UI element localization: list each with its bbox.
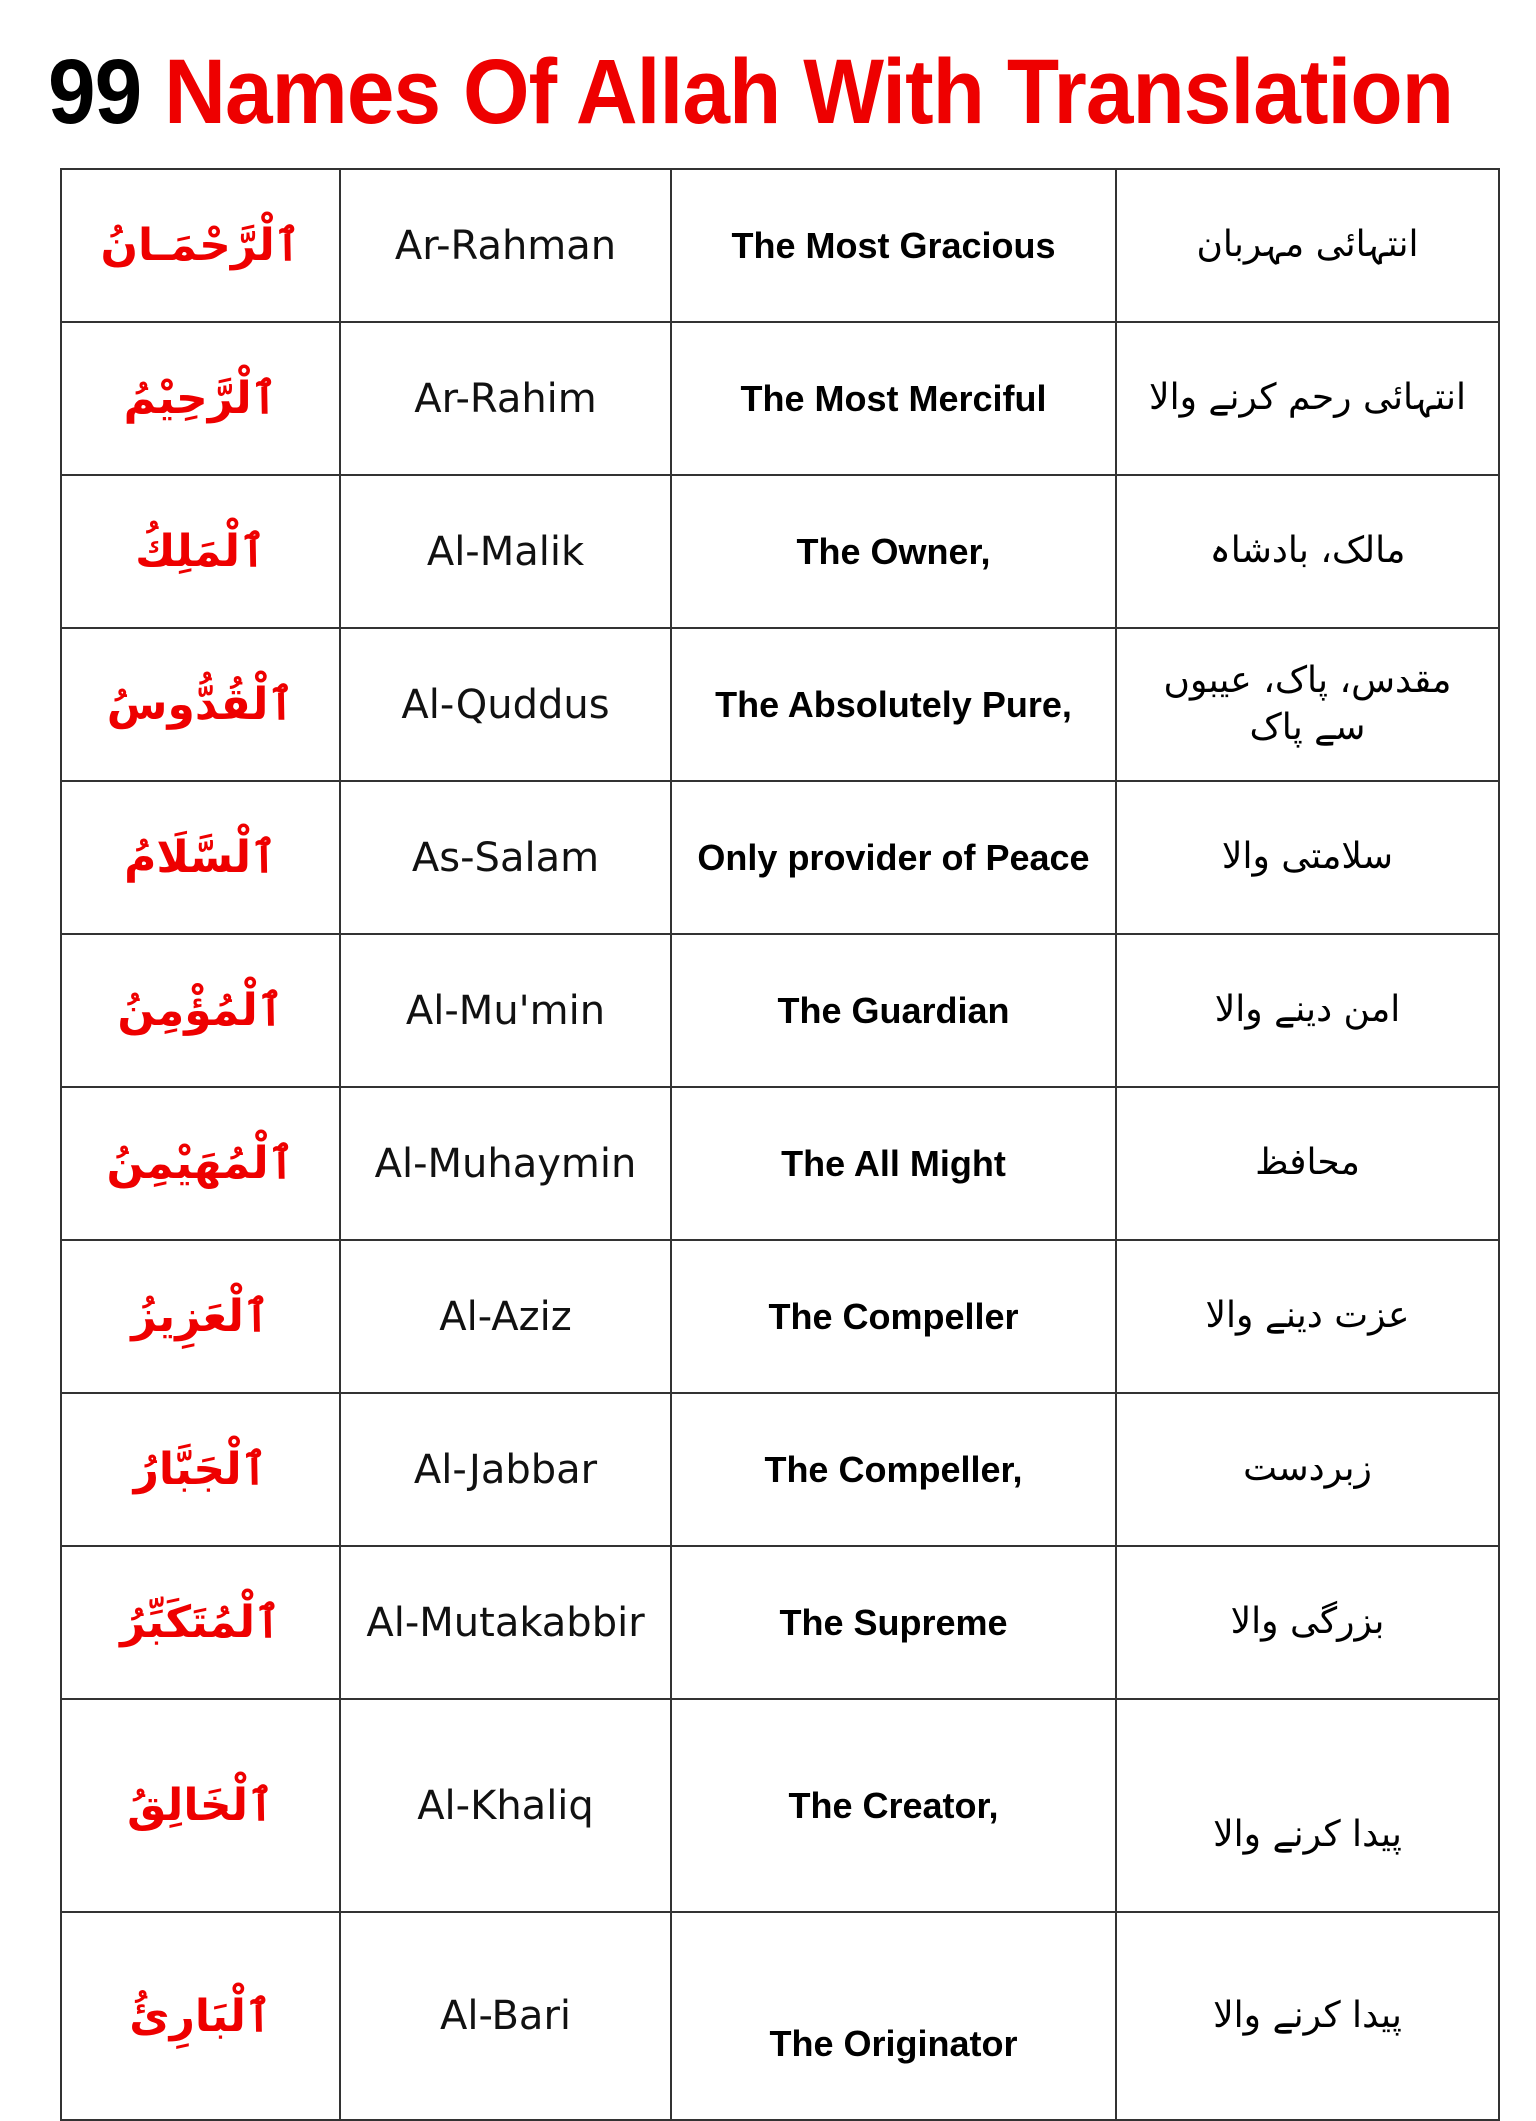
title-number: 99 <box>48 41 142 143</box>
english-meaning: The All Might <box>671 1087 1116 1240</box>
urdu-meaning: عزت دینے والا <box>1116 1240 1499 1393</box>
arabic-name: ٱلْخَالِقُ <box>61 1699 340 1912</box>
urdu-meaning: امن دینے والا <box>1116 934 1499 1087</box>
transliteration: Al-Quddus <box>340 628 671 781</box>
arabic-name: ٱلْمَلِكُ <box>61 475 340 628</box>
transliteration: Al-Mutakabbir <box>340 1546 671 1699</box>
transliteration: Al-Aziz <box>340 1240 671 1393</box>
arabic-name: ٱلْمُهَيْمِنُ <box>61 1087 340 1240</box>
table-row <box>61 1699 1499 1912</box>
urdu-meaning: مقدس، پاک، عیبوں سے پاک <box>1116 628 1499 781</box>
transliteration: Ar-Rahim <box>340 322 671 475</box>
table-row <box>61 1912 1499 2120</box>
transliteration: Al-Jabbar <box>340 1393 671 1546</box>
transliteration: Al-Mu'min <box>340 934 671 1087</box>
urdu-meaning: محافظ <box>1116 1087 1499 1240</box>
table-row <box>61 628 1499 781</box>
table-row <box>61 1393 1499 1546</box>
arabic-name: ٱلْجَبَّارُ <box>61 1393 340 1546</box>
english-meaning: The Guardian <box>671 934 1116 1087</box>
english-meaning: The Supreme <box>671 1546 1116 1699</box>
english-meaning: Only provider of Peace <box>671 781 1116 934</box>
urdu-meaning: بزرگی والا <box>1116 1546 1499 1699</box>
names-table <box>60 168 1500 2121</box>
english-meaning: The Owner, <box>671 475 1116 628</box>
english-meaning: The Most Merciful <box>671 322 1116 475</box>
transliteration: Al-Malik <box>340 475 671 628</box>
arabic-name: ٱلْعَزِيزُ <box>61 1240 340 1393</box>
urdu-meaning: سلامتی والا <box>1116 781 1499 934</box>
transliteration: Ar-Rahman <box>340 169 671 322</box>
english-meaning: The Most Gracious <box>671 169 1116 322</box>
transliteration: Al-Muhaymin <box>340 1087 671 1240</box>
urdu-meaning: مالک، بادشاہ <box>1116 475 1499 628</box>
arabic-name: ٱلْمُؤْمِنُ <box>61 934 340 1087</box>
table-row <box>61 781 1499 934</box>
page-title <box>48 40 1453 145</box>
urdu-meaning: انتہائی رحم کرنے والا <box>1116 322 1499 475</box>
table-row <box>61 1240 1499 1393</box>
arabic-name: ٱلْرَّحِيْمُ <box>61 322 340 475</box>
english-meaning: The Creator, <box>671 1699 1116 1912</box>
urdu-meaning: انتہائی مہربان <box>1116 169 1499 322</box>
title-text: Names Of Allah With Translation <box>164 41 1454 143</box>
arabic-name: ٱلْسَّلَامُ <box>61 781 340 934</box>
transliteration: As-Salam <box>340 781 671 934</box>
urdu-meaning: زبردست <box>1116 1393 1499 1546</box>
english-meaning: The Compeller, <box>671 1393 1116 1546</box>
urdu-meaning: پیدا کرنے والا <box>1116 1912 1499 2120</box>
arabic-name: ٱلْبَارِئُ <box>61 1912 340 2120</box>
table-row <box>61 169 1499 322</box>
transliteration: Al-Bari <box>340 1912 671 2120</box>
urdu-meaning: پیدا کرنے والا <box>1116 1699 1499 1912</box>
table-row <box>61 475 1499 628</box>
english-meaning: The Originator <box>671 1912 1116 2120</box>
table-row <box>61 322 1499 475</box>
table-row <box>61 1546 1499 1699</box>
english-meaning: The Compeller <box>671 1240 1116 1393</box>
table-row <box>61 1087 1499 1240</box>
english-meaning: The Absolutely Pure, <box>671 628 1116 781</box>
table-row <box>61 934 1499 1087</box>
arabic-name: ٱلْقُدُّوسُ <box>61 628 340 781</box>
transliteration: Al-Khaliq <box>340 1699 671 1912</box>
arabic-name: ٱلْرَّحْمَـانُ <box>61 169 340 322</box>
arabic-name: ٱلْمُتَكَبِّرُ <box>61 1546 340 1699</box>
